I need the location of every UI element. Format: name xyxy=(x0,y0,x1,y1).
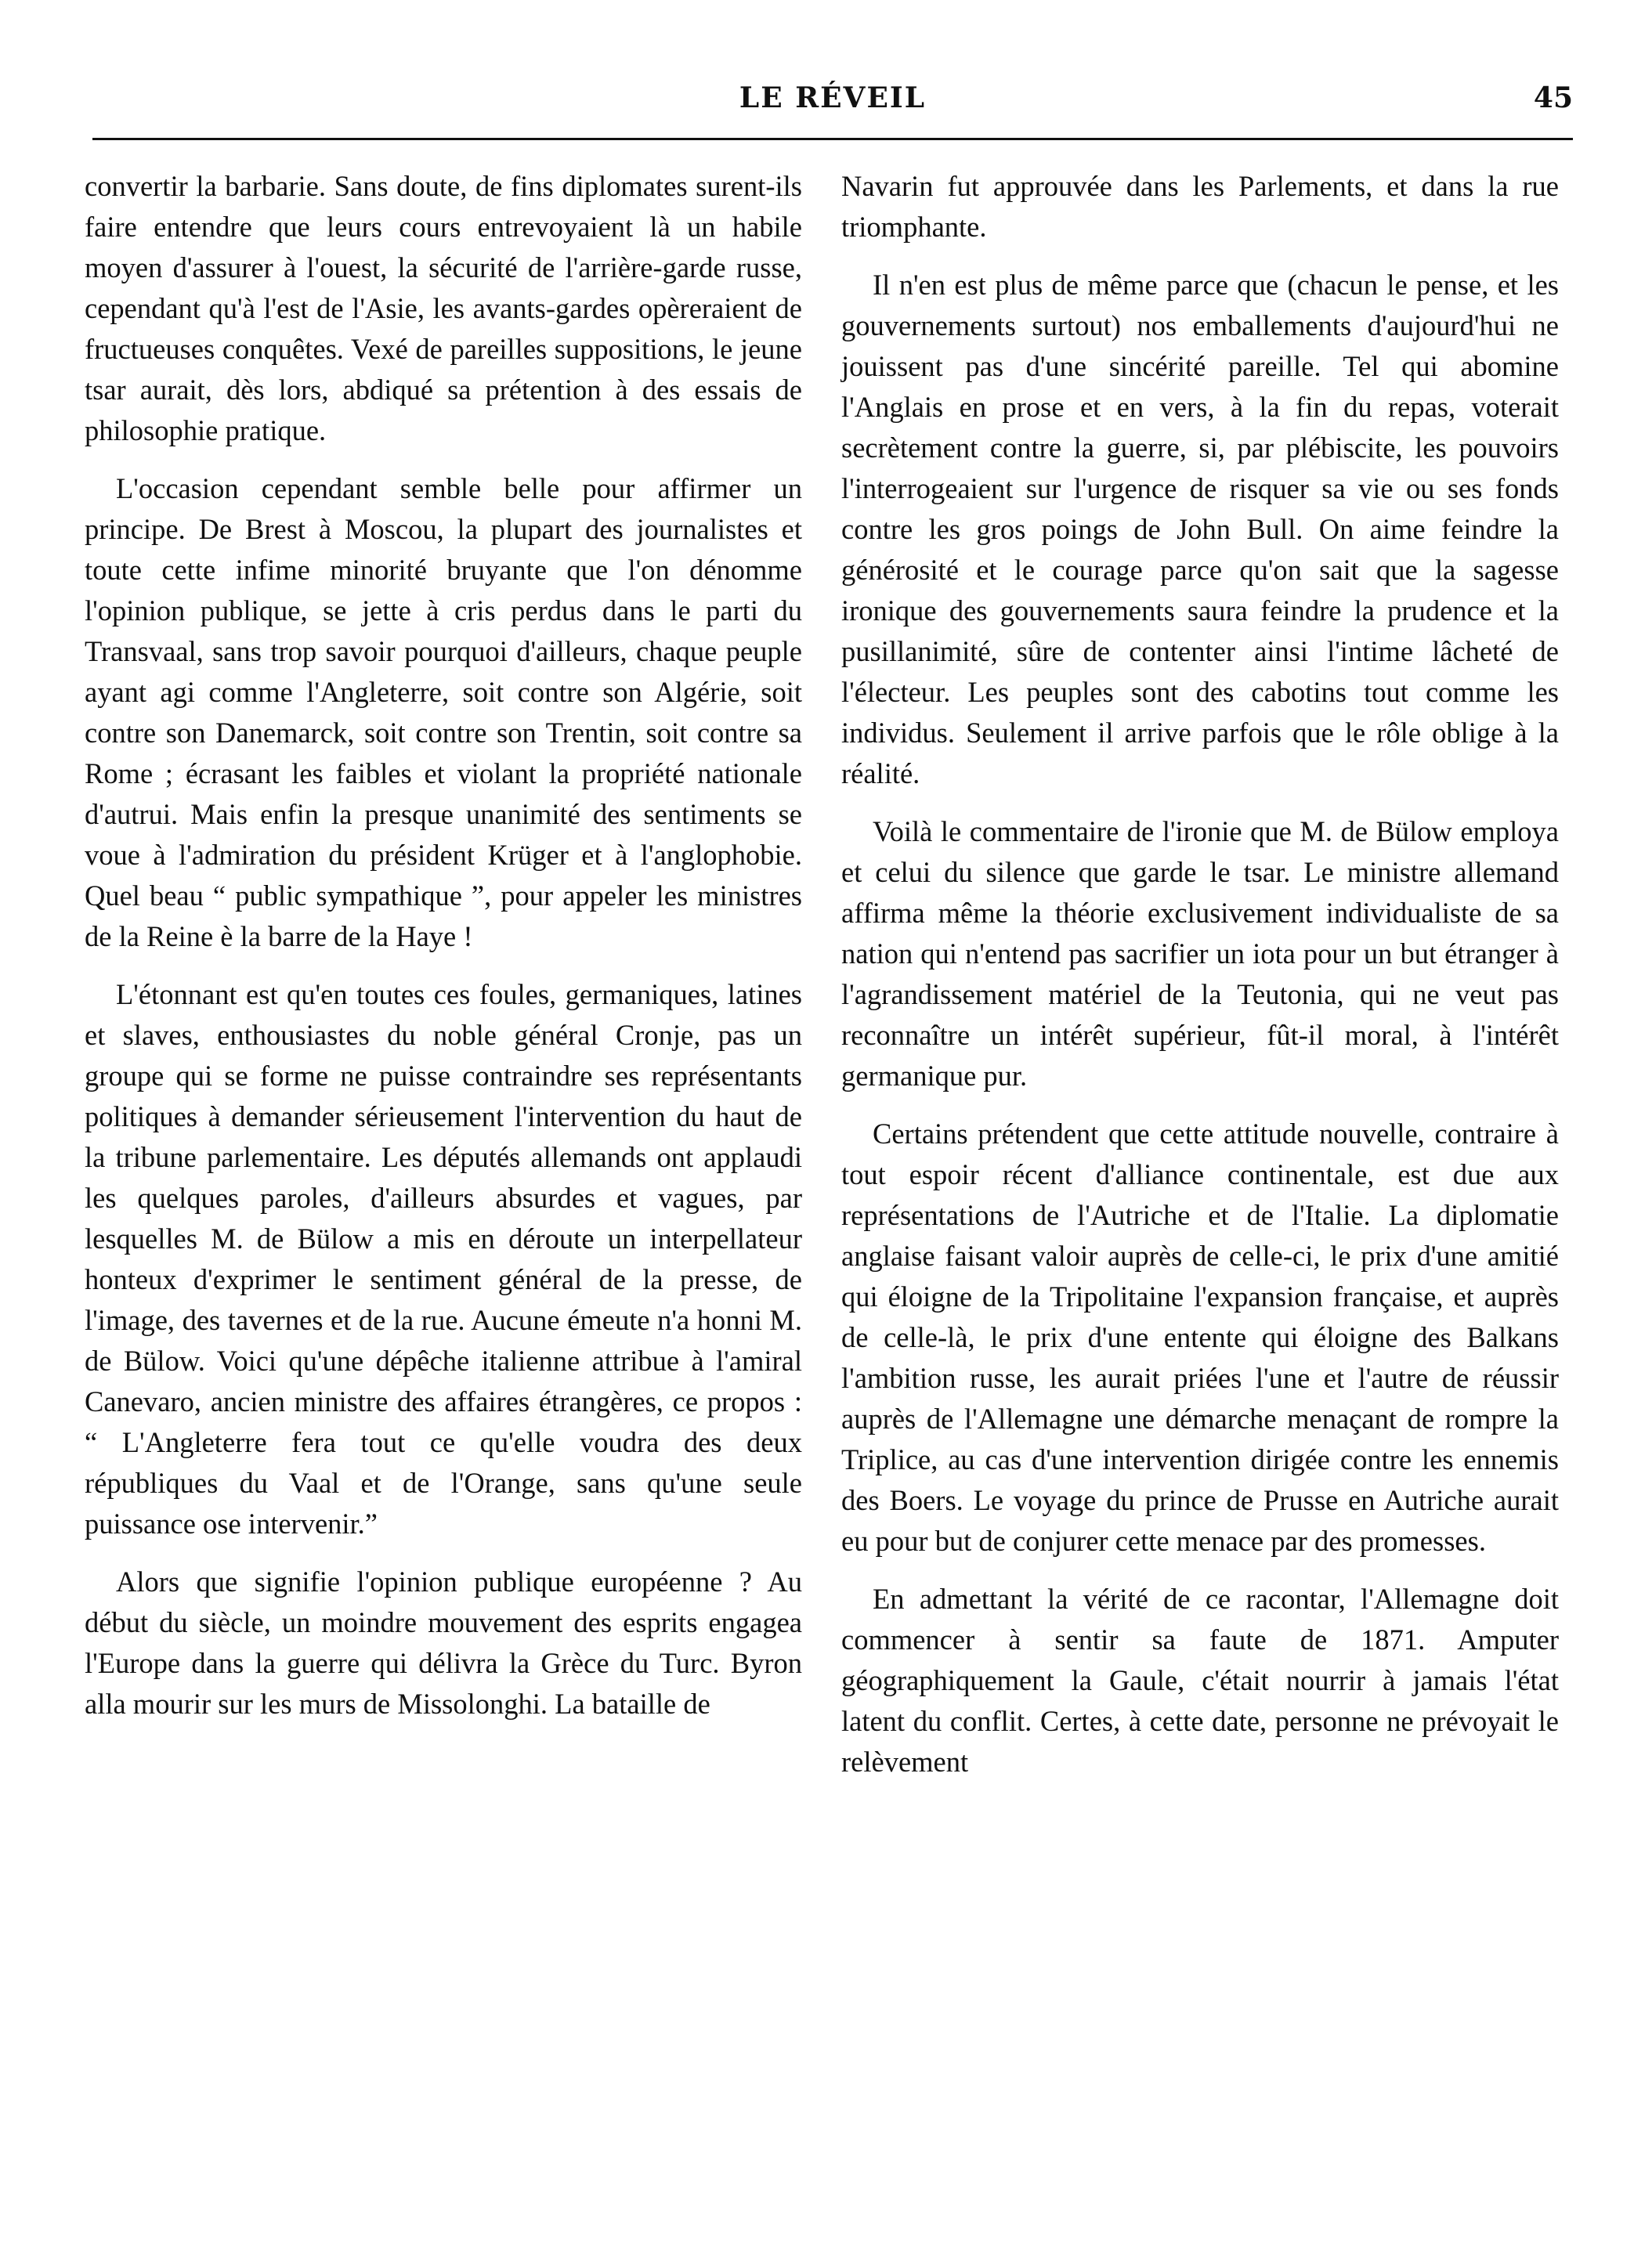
left-paragraph-4: Alors que signifie l'opinion publique européenne ? Au début du siècle, un moindre mouvement des esprits engagea l'Europe dans la guerre qui délivra la Grèce du Turc. Byron alla mourir sur les murs de Missolonghi. La bataille de xyxy=(85,1566,802,1720)
left-column xyxy=(85,166,802,1742)
right-paragraph-2: Il n'en est plus de même parce que (chacun le pense, et les gouvernements surtout) nos emballements d'aujourd'hui ne jouissent pas d'une sincérité pareille. Tel qui abomine l'Anglais en prose et en vers, à la fin du repas, voterait secrètement contre la guerre, si, par plébiscite, les pouvoirs l'interrogeaient sur l'urgence de risquer sa vie ou ses fonds contre les gros poings de John Bull. On aime feindre la générosité et le courage parce qu'on sait que la sagesse ironique des gouvernements saura feindre la prudence et la pusillanimité, sûre de contenter ainsi l'intime lâcheté de l'électeur. Les peuples sont des cabotins tout comme les individus. Seulement il arrive parfois que le rôle oblige à la réalité. xyxy=(841,269,1559,789)
right-paragraph-1: Navarin fut approuvée dans les Parlements, et dans la rue triomphante. xyxy=(841,170,1559,243)
right-paragraph-5: En admettant la vérité de ce racontar, l'Allemagne doit commencer à sentir sa faute de 1871. Amputer géographiquement la Gaule, c'était nourrir à jamais l'état latent du conflit. Certes, à cette date, personne ne prévoyait le relèvement xyxy=(841,1583,1559,1778)
right-column xyxy=(841,166,1559,1800)
right-paragraph-3: Voilà le commentaire de l'ironie que M. de Bülow employa et celui du silence que garde le tsar. Le ministre allemand affirma même la théorie exclusivement individualiste de sa nation qui n'entend pas sacrifier un iota pour un but étranger à l'agrandissement matériel de la Teutonia, qui ne veut pas reconnaître un intérêt supérieur, fût-il moral, à l'intérêt germanique pur. xyxy=(841,815,1559,1092)
running-title: LE RÉVEIL xyxy=(739,81,927,114)
header-rule xyxy=(92,138,1573,140)
left-paragraph-2: L'occasion cependant semble belle pour affirmer un principe. De Brest à Moscou, la plupart des journalistes et toute cette infime minorité bruyante que l'on dénomme l'opinion publique, se jette à cris perdus dans le parti du Transvaal, sans trop savoir pourquoi d'ailleurs, chaque peuple ayant agi comme l'Angleterre, soit contre son Algérie, soit contre son Danemarck, soit contre son Trentin, soit contre sa Rome ; écrasant les faibles et violant la propriété nationale d'autrui. Mais enfin la presque unanimité des sentiments se voue à l'admiration du président Krüger et à l'anglophobie. Quel beau “ public sympathique ”, pour appeler les ministres de la Reine è la barre de la Haye ! xyxy=(85,472,802,952)
running-head xyxy=(92,81,1573,128)
page-number: 45 xyxy=(1533,81,1573,114)
left-paragraph-1: convertir la barbarie. Sans doute, de fins diplomates surent-ils faire entendre que leurs cours entrevoyaient là un habile moyen d'assurer à l'ouest, la sécurité de l'arrière-garde russe, cependant qu'à l'est de l'Asie, les avants-gardes opèreraient de fructueuses conquêtes. Vexé de pareilles suppositions, le jeune tsar aurait, dès lors, abdiqué sa prétention à des essais de philosophie pratique. xyxy=(85,170,802,446)
right-paragraph-4: Certains prétendent que cette attitude nouvelle, contraire à tout espoir récent d'alliance continentale, est due aux représentations de l'Autriche et de l'Italie. La diplomatie anglaise faisant valoir auprès de celle-ci, le prix d'une amitié qui éloigne de la Tripolitaine l'expansion française, et auprès de celle-là, le prix d'une entente qui éloigne des Balkans l'ambition russe, les aurait priées l'une et l'autre de réussir auprès de l'Allemagne une démarche menaçant de rompre la Triplice, au cas d'une intervention dirigée contre les ennemis des Boers. Le voyage du prince de Prusse en Autriche aurait eu pour but de conjurer cette menace par des promesses. xyxy=(841,1118,1559,1557)
left-paragraph-3: L'étonnant est qu'en toutes ces foules, germaniques, latines et slaves, enthousiastes du noble général Cronje, pas un groupe qui se forme ne puisse contraindre ses représentants politiques à demander sérieusement l'intervention du haut de la tribune parlementaire. Les députés allemands ont applaudi les quelques paroles, d'ailleurs absurdes et vagues, par lesquelles M. de Bülow a mis en déroute un interpellateur honteux d'exprimer le sentiment général de la presse, de l'image, des tavernes et de la rue. Aucune émeute n'a honni M. de Bülow. Voici qu'une dépêche italienne attribue à l'amiral Canevaro, ancien ministre des affaires étrangères, ce propos : “ L'Angleterre fera tout ce qu'elle voudra des deux républiques du Vaal et de l'Orange, sans qu'une seule puissance ose intervenir.” xyxy=(85,978,802,1540)
